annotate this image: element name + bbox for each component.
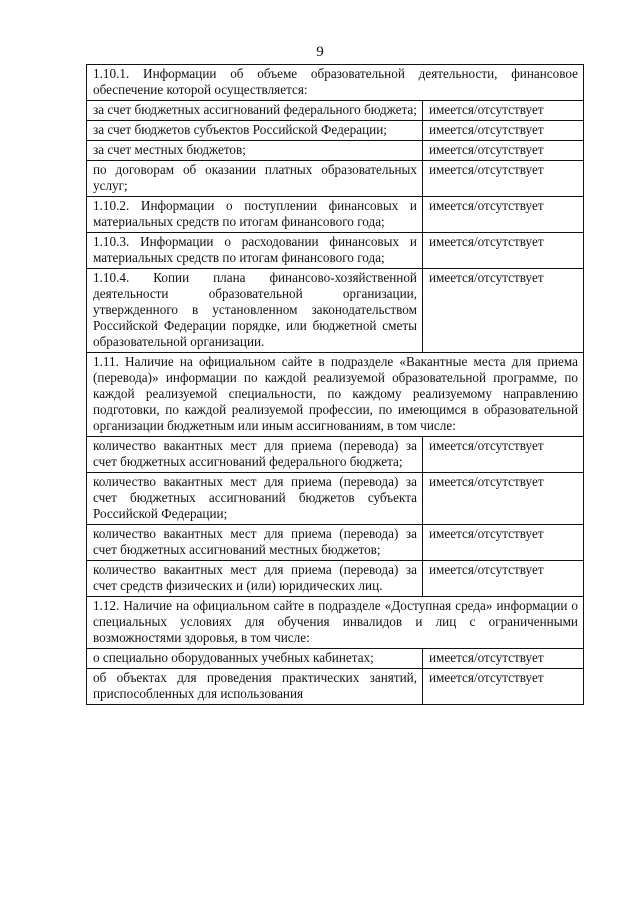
section-header-text: 1.11. Наличие на официальном сайте в подразделе «Вакантные места для приема (перевода)» информации по каждой реализуемой образовательной программе, по каждой реализуемой специальности, по каждому реализуемому направлению подготовки, по каждой реализуемой профессии, по имеющимся в образовательной организации бюджетным или иным ассигнованиям, в том числе: — [87, 353, 584, 437]
criteria-value: имеется/отсутствует — [423, 473, 584, 525]
criteria-value: имеется/отсутствует — [423, 101, 584, 121]
criteria-label: количество вакантных мест для приема (перевода) за счет бюджетных ассигнований бюджетов субъекта Российской Федерации; — [87, 473, 423, 525]
criteria-row — [87, 649, 584, 669]
criteria-row — [87, 269, 584, 353]
criteria-table — [86, 64, 584, 705]
section-header-row — [87, 597, 584, 649]
criteria-row — [87, 525, 584, 561]
criteria-value: имеется/отсутствует — [423, 669, 584, 705]
criteria-label: количество вакантных мест для приема (перевода) за счет средств физических и (или) юридических лиц. — [87, 561, 423, 597]
section-header-text: 1.12. Наличие на официальном сайте в подразделе «Доступная среда» информации о специальных условиях для обучения инвалидов и лиц с ограниченными возможностями здоровья, в том числе: — [87, 597, 584, 649]
criteria-label: 1.10.2. Информации о поступлении финансовых и материальных средств по итогам финансового года; — [87, 197, 423, 233]
criteria-value: имеется/отсутствует — [423, 141, 584, 161]
criteria-row — [87, 101, 584, 121]
criteria-value: имеется/отсутствует — [423, 233, 584, 269]
criteria-row — [87, 197, 584, 233]
section-header-text: 1.10.1. Информации об объеме образовательной деятельности, финансовое обеспечение которой осуществляется: — [87, 65, 584, 101]
criteria-row — [87, 161, 584, 197]
page-number: 9 — [316, 44, 324, 60]
criteria-row — [87, 233, 584, 269]
criteria-label: за счет местных бюджетов; — [87, 141, 423, 161]
criteria-label: 1.10.3. Информации о расходовании финансовых и материальных средств по итогам финансового года; — [87, 233, 423, 269]
section-header-row — [87, 65, 584, 101]
criteria-value: имеется/отсутствует — [423, 649, 584, 669]
criteria-value: имеется/отсутствует — [423, 525, 584, 561]
criteria-value: имеется/отсутствует — [423, 437, 584, 473]
criteria-row — [87, 141, 584, 161]
criteria-label: об объектах для проведения практических занятий, приспособленных для использования — [87, 669, 423, 705]
criteria-label: за счет бюджетов субъектов Российской Федерации; — [87, 121, 423, 141]
criteria-label: 1.10.4. Копии плана финансово-хозяйственной деятельности образовательной организации, утвержденного в установленном законодательством Российской Федерации порядке, или бюджетной сметы образовательной организации. — [87, 269, 423, 353]
criteria-label: по договорам об оказании платных образовательных услуг; — [87, 161, 423, 197]
criteria-label: за счет бюджетных ассигнований федерального бюджета; — [87, 101, 423, 121]
criteria-value: имеется/отсутствует — [423, 161, 584, 197]
criteria-label: о специально оборудованных учебных кабинетах; — [87, 649, 423, 669]
criteria-value: имеется/отсутствует — [423, 561, 584, 597]
criteria-label: количество вакантных мест для приема (перевода) за счет бюджетных ассигнований местных бюджетов; — [87, 525, 423, 561]
criteria-row — [87, 121, 584, 141]
criteria-label: количество вакантных мест для приема (перевода) за счет бюджетных ассигнований федерального бюджета; — [87, 437, 423, 473]
criteria-value: имеется/отсутствует — [423, 121, 584, 141]
criteria-row — [87, 473, 584, 525]
section-header-row — [87, 353, 584, 437]
criteria-row — [87, 561, 584, 597]
criteria-row — [87, 669, 584, 705]
criteria-value: имеется/отсутствует — [423, 269, 584, 353]
criteria-value: имеется/отсутствует — [423, 197, 584, 233]
criteria-row — [87, 437, 584, 473]
